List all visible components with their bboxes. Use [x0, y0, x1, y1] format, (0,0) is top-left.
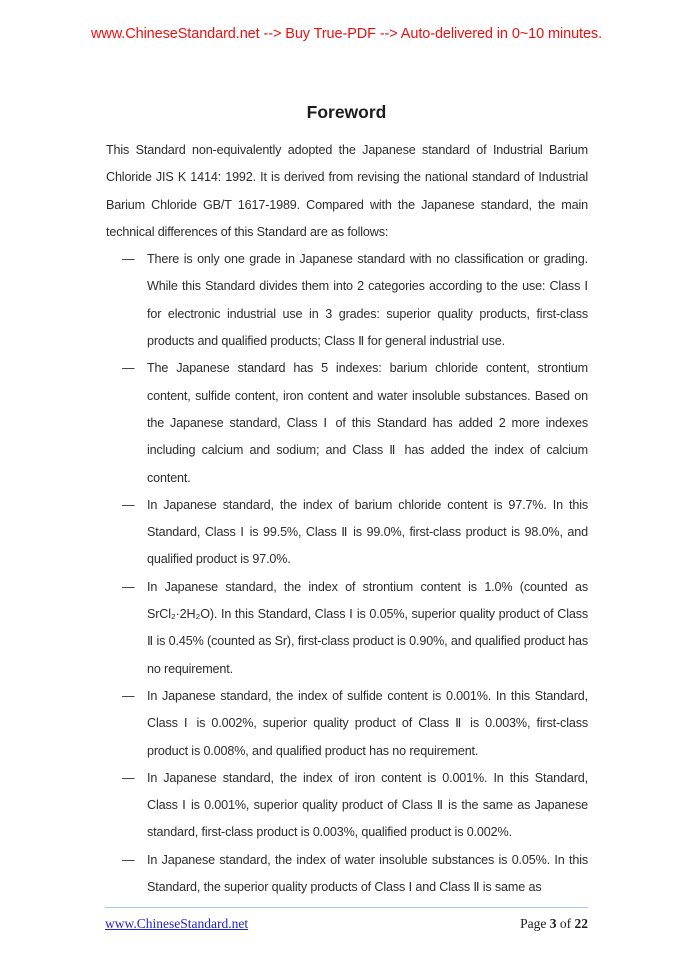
bullet-text: In Japanese standard, the index of water insoluble substances is 0.05%. In this Standard, the superior quality products of Class Ⅰ and Class Ⅱ is same as — [147, 852, 588, 895]
bullet-item — [122, 574, 588, 683]
bullet-item — [122, 683, 588, 765]
footer-site-link[interactable]: www.ChineseStandard.net — [105, 916, 249, 931]
bullet-dash: — — [122, 770, 135, 785]
intro-paragraph: This Standard non-equivalently adopted the Japanese standard of Industrial Barium Chloride JIS K 1414: 1992. It is derived from revising the national standard of Industrial Barium Chloride GB/T 1617-1989. Compared with the Japanese standard, the main technical differences of this Standard are as follows: — [106, 143, 588, 239]
page-footer — [105, 916, 588, 932]
document-body — [106, 137, 588, 901]
bullet-text: There is only one grade in Japanese standard with no classification or grading. While this Standard divides them into 2 categories according to the use: Class Ⅰ for electronic industrial use in 3 grades: superior quality products, first-class products and qualified products; Class Ⅱ for general industrial use. — [147, 252, 588, 349]
bullet-dash: — — [122, 497, 135, 512]
page-total: 22 — [574, 916, 588, 931]
bullet-text: In Japanese standard, the index of iron content is 0.001%. In this Standard, Class Ⅰ is 0.001%, superior quality product of Class Ⅱ is the same as Japanese standard, first-class product is 0.003%, qualified product is 0.002%. — [147, 770, 588, 840]
buy-pdf-banner-link[interactable]: www.ChineseStandard.net --> Buy True-PDF --> Auto-delivered in 0~10 minutes. — [90, 26, 603, 42]
bullet-item — [122, 355, 588, 491]
bullet-dash: — — [122, 688, 135, 703]
page-indicator — [520, 916, 588, 932]
page-label-prefix: Page — [520, 916, 547, 931]
bullet-item — [122, 765, 588, 847]
page-label-middle: of — [559, 916, 572, 931]
page-number: 3 — [549, 916, 557, 931]
bullet-text: In Japanese standard, the index of sulfide content is 0.001%. In this Standard, Class Ⅰ is 0.002%, superior quality product of Class Ⅱ is 0.003%, first-class product is 0.008%, and qualified product has no requirement. — [147, 688, 588, 758]
bullet-dash: — — [122, 852, 135, 867]
bullet-dash: — — [122, 579, 135, 594]
bullet-item — [122, 847, 588, 902]
page-title: Foreword — [306, 102, 387, 122]
bullet-item — [122, 246, 588, 355]
footer-divider — [105, 907, 588, 908]
bullet-text: The Japanese standard has 5 indexes: barium chloride content, strontium content, sulfide content, iron content and water insoluble substances. Based on the Japanese standard, Class Ⅰ of this Standard has added 2 more indexes including calcium and sodium; and Class Ⅱ has added the index of calcium content. — [147, 361, 588, 485]
bullet-dash: — — [122, 361, 135, 376]
bullet-item — [122, 492, 588, 574]
bullet-dash: — — [122, 252, 135, 267]
bullet-text: In Japanese standard, the index of strontium content is 1.0% (counted as SrCl₂·2H₂O). In this Standard, Class Ⅰ is 0.05%, superior quality product of Class Ⅱ is 0.45% (counted as Sr), first-class product is 0.90%, and qualified product has no requirement. — [147, 579, 588, 676]
bullet-text: In Japanese standard, the index of barium chloride content is 97.7%. In this Standard, Class Ⅰ is 99.5%, Class Ⅱ is 99.0%, first-class product is 98.0%, and qualified product is 97.0%. — [147, 497, 588, 567]
